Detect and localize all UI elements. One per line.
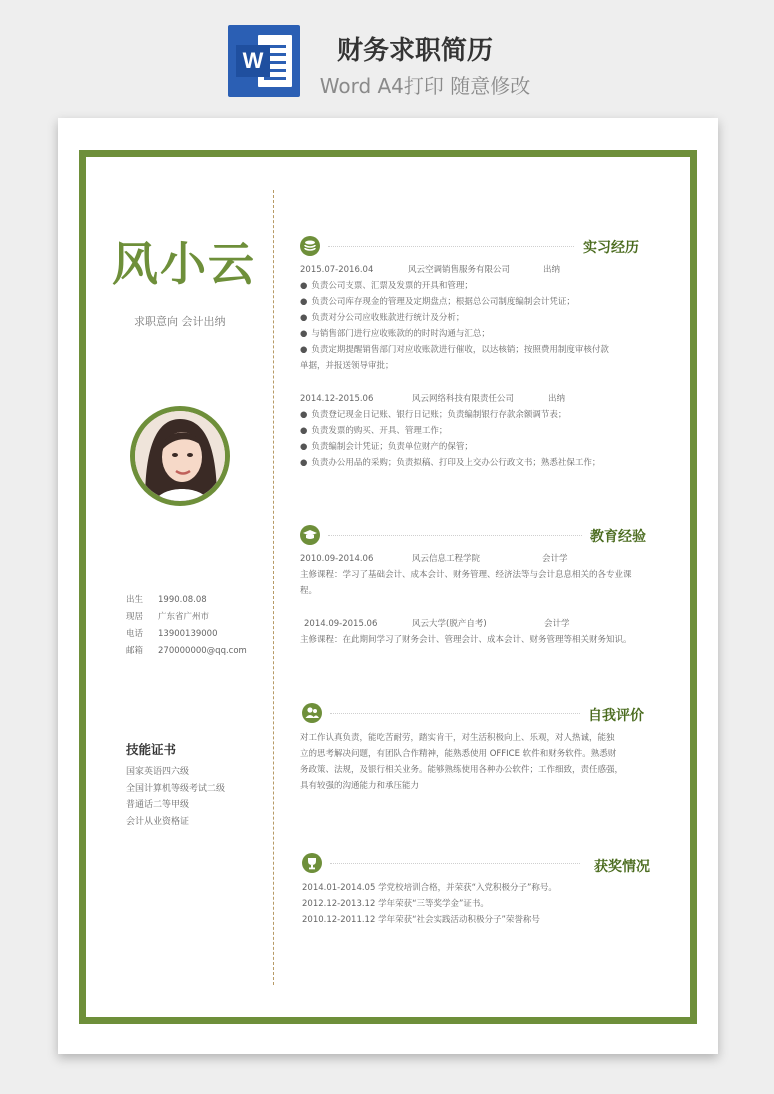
job-company: 风云空调销售服务有限公司 xyxy=(408,265,511,275)
job-bullet: ● 负责公司库存现金的管理及定期盘点；根据总公司制度编制会计凭证； xyxy=(300,297,575,307)
skill-item: 全国计算机等级考试二级 xyxy=(126,783,226,794)
education-title: 教育经验 xyxy=(590,529,646,545)
info-value: 广东省广州市 xyxy=(158,612,210,622)
info-row xyxy=(126,592,247,609)
edu-course: 主修课程：在此期间学习了财务会计、管理会计、成本会计、财务管理等相关财务知识。 xyxy=(300,635,632,645)
info-label: 电话 xyxy=(126,629,144,639)
job-bullet: ● 负责定期提醒销售部门对应收账款进行催收，以达核销；按照费用制度审核付款 xyxy=(300,345,609,355)
award-item: 2012.12-2013.12 学年荣获“三等奖学金”证书。 xyxy=(302,899,489,909)
job-bullet: ● 负责编制会计凭证；负责单位财产的保管； xyxy=(300,442,473,452)
info-row xyxy=(126,609,247,626)
avatar xyxy=(130,406,230,506)
edu-major: 会计学 xyxy=(542,554,568,564)
bullet-text: 负责编制会计凭证；负责单位财产的保管； xyxy=(311,442,473,452)
self-eval-line: 对工作认真负责，能吃苦耐劳，踏实肯干，对生活积极向上、乐观，对人热诚，能独 xyxy=(300,733,615,743)
skill-item: 会计从业资格证 xyxy=(126,816,190,827)
word-logo-icon xyxy=(228,25,300,97)
self-eval-line: 具有较强的沟通能力和承压能力 xyxy=(300,781,420,791)
edu-course-cont: 程。 xyxy=(300,586,318,596)
word-letter: W xyxy=(236,45,270,77)
job-bullet: ● 与销售部门进行应收账款的的时时沟通与汇总； xyxy=(300,329,490,339)
job-bullet-cont: 单据，并报送领导审批； xyxy=(300,361,394,371)
info-label: 现居 xyxy=(126,612,144,622)
graduation-cap-icon xyxy=(300,525,320,545)
section-rule xyxy=(328,535,582,536)
info-label: 出生 xyxy=(126,595,144,605)
info-row xyxy=(126,626,247,643)
self-eval-line: 务政策、法规，及银行相关业务。能够熟练使用各种办公软件；工作细致，责任感强， xyxy=(300,765,624,775)
section-rule xyxy=(328,246,574,247)
job-period: 2014.12-2015.06 xyxy=(300,394,374,404)
trophy-icon xyxy=(302,853,322,873)
job-bullet: ● 负责发票的购买、开具、管理工作； xyxy=(300,426,448,436)
edu-school: 风云大学(脱产自考) xyxy=(412,619,487,629)
bullet-text: 负责办公用品的采购；负责拟稿、打印及上交办公行政文书；熟悉社保工作； xyxy=(311,458,601,468)
skills-title: 技能证书 xyxy=(126,742,177,757)
internship-title: 实习经历 xyxy=(583,240,639,256)
page-subtitle: Word A4打印 随意修改 xyxy=(319,74,531,98)
header xyxy=(0,0,774,110)
edu-major: 会计学 xyxy=(544,619,570,629)
job-role: 出纳 xyxy=(548,394,566,404)
personal-info xyxy=(126,592,247,660)
bullet-text: 与销售部门进行应收账款的的时时沟通与汇总； xyxy=(311,329,490,339)
info-label: 邮箱 xyxy=(126,646,144,656)
awards-title: 获奖情况 xyxy=(594,859,650,875)
info-value: 13900139000 xyxy=(158,629,218,639)
info-value: 1990.08.08 xyxy=(158,595,207,605)
job-bullet: ● 负责对分公司应收账款进行统计及分析； xyxy=(300,313,465,323)
bullet-text: 负责定期提醒销售部门对应收账款进行催收，以达核销；按照费用制度审核付款 xyxy=(311,345,609,355)
job-company: 风云网络科技有限责任公司 xyxy=(412,394,515,404)
section-rule xyxy=(330,713,580,714)
section-rule xyxy=(330,863,580,864)
edu-school: 风云信息工程学院 xyxy=(412,554,481,564)
job-bullet: ● 负责公司支票、汇票及发票的开具和管理； xyxy=(300,281,473,291)
skill-item: 普通话二等甲级 xyxy=(126,800,190,810)
job-bullet: ● 负责办公用品的采购；负责拟稿、打印及上交办公行政文书；熟悉社保工作； xyxy=(300,458,601,468)
self-eval-title: 自我评价 xyxy=(588,708,644,724)
users-icon xyxy=(302,703,322,723)
bullet-text: 负责公司库存现金的管理及定期盘点；根据总公司制度编制会计凭证； xyxy=(311,297,575,307)
edu-period: 2010.09-2014.06 xyxy=(300,554,374,564)
job-role: 出纳 xyxy=(543,265,561,275)
column-divider xyxy=(273,190,274,985)
job-intent: 求职意向 会计出纳 xyxy=(134,315,226,328)
bullet-text: 负责公司支票、汇票及发票的开具和管理； xyxy=(311,281,473,291)
candidate-name: 风小云 xyxy=(112,237,256,291)
info-value: 270000000@qq.com xyxy=(158,646,247,656)
self-eval-line: 立的思考解决问题，有团队合作精神，能熟悉使用 OFFICE 软件和财务软件。熟悉财 xyxy=(300,749,617,759)
database-icon xyxy=(300,236,320,256)
bullet-text: 负责发票的购买、开具、管理工作； xyxy=(311,426,448,436)
award-item: 2014.01-2014.05 学党校培训合格，并荣获“入党积极分子”称号。 xyxy=(302,883,557,893)
page-title: 财务求职简历 xyxy=(336,36,493,66)
edu-course: 主修课程：学习了基础会计、成本会计、财务管理、经济法等与会计息息相关的各专业课 xyxy=(300,570,632,580)
edu-period: 2014.09-2015.06 xyxy=(304,619,378,629)
award-item: 2010.12-2011.12 学年荣获“社会实践活动积极分子”荣誉称号 xyxy=(302,915,540,925)
job-period: 2015.07-2016.04 xyxy=(300,265,374,275)
skill-item: 国家英语四六级 xyxy=(126,767,190,777)
job-bullet: ● 负责登记现金日记账、银行日记账；负责编制银行存款余额调节表； xyxy=(300,410,567,420)
bullet-text: 负责对分公司应收账款进行统计及分析； xyxy=(311,313,465,323)
skills-section xyxy=(126,740,225,830)
bullet-text: 负责登记现金日记账、银行日记账；负责编制银行存款余额调节表； xyxy=(311,410,567,420)
info-row xyxy=(126,643,247,660)
